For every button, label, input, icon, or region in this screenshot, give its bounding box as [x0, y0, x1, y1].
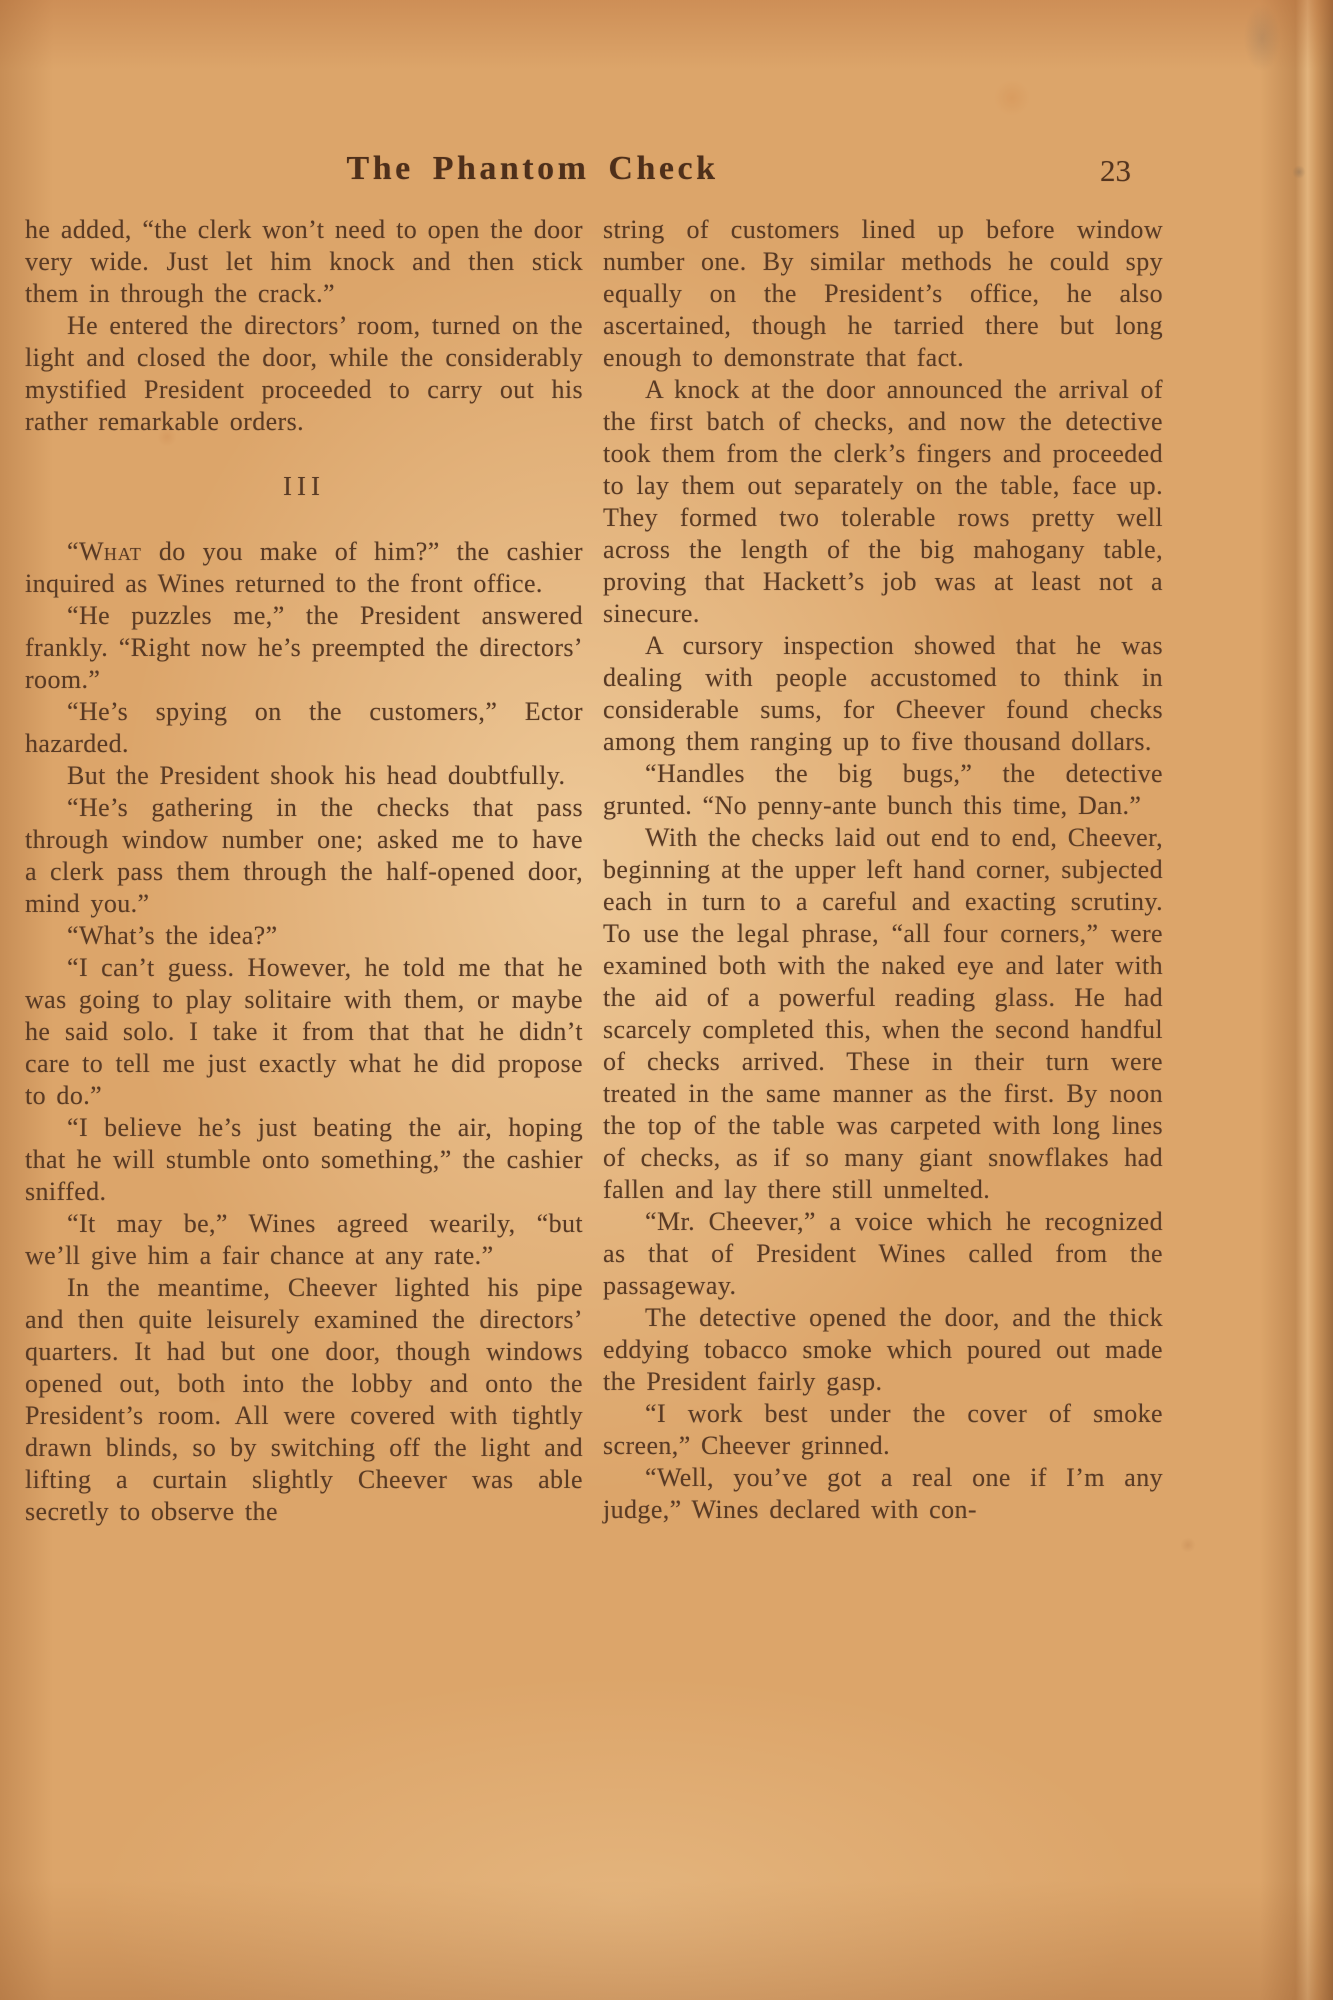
- paragraph: [25, 792, 583, 920]
- paragraph-text: “W: [67, 537, 104, 566]
- paragraph: [25, 310, 583, 438]
- paragraph: [25, 760, 583, 792]
- paragraph-text: “It may be,” Wines agreed wearily, “but we’ll give him a fair chance at any rate.”: [25, 1209, 583, 1270]
- paragraph-text: “Mr. Cheever,” a voice which he recognized as that of President Wines called from the passageway.: [603, 1207, 1163, 1300]
- paragraph-text: With the checks laid out end to end, Cheever, beginning at the upper left hand corner, subjected each in turn to a careful and exacting scrutiny. To use the legal phrase, “all four corners,” were examined both with the naked eye and later with the aid of a powerful reading glass. He had scarcely completed this, when the second handful of checks arrived. These in their turn were treated in the same manner as the first. By noon the top of the table was carpeted with long lines of checks, as if so many giant snowflakes had fallen and lay there still unmelted.: [603, 823, 1163, 1204]
- paragraph: [603, 214, 1163, 374]
- paragraph-text: He entered the directors’ room, turned on the light and closed the door, while the considerably mystified President proceeded to carry out his rather remarkable orders.: [25, 311, 583, 436]
- left-column: [25, 214, 583, 1528]
- paragraph-text: A knock at the door announced the arrival of the first batch of checks, and now the detective took them from the clerk’s fingers and proceeded to lay them out separately on the table, face up. They formed two tolerable rows pretty well across the length of the big mahogany table, proving that Hackett’s job was at least not a sinecure.: [603, 375, 1163, 628]
- paragraph-text: “He’s spying on the customers,” Ector hazarded.: [25, 697, 583, 758]
- paragraph-text: “He’s gathering in the checks that pass through window number one; asked me to have a clerk pass them through the half-opened door, mind you.”: [25, 793, 583, 918]
- paragraph-text: “Well, you’ve got a real one if I’m any judge,” Wines declared with con-: [603, 1463, 1163, 1524]
- section-heading: [25, 470, 583, 502]
- paragraph: [25, 600, 583, 696]
- paragraph-text: “I can’t guess. However, he told me that he was going to play solitaire with them, or maybe he said solo. I take it from that that he didn’t care to tell me just exactly what he did propose to do.”: [25, 953, 583, 1110]
- paragraph: [603, 1398, 1163, 1462]
- paragraph: [603, 1462, 1163, 1526]
- paragraph: [25, 1208, 583, 1272]
- paragraph-text: But the President shook his head doubtfully.: [67, 761, 566, 790]
- paragraph: [25, 696, 583, 760]
- paragraph: [25, 214, 583, 310]
- paragraph-text: “Handles the big bugs,” the detective grunted. “No penny-ante bunch this time, Dan.”: [603, 759, 1163, 820]
- paragraph-text: The detective opened the door, and the thick eddying tobacco smoke which poured out made the President fairly gasp.: [603, 1303, 1163, 1396]
- paragraph: [603, 630, 1163, 758]
- right-column: [603, 214, 1163, 1526]
- running-title: The Phantom Check: [346, 150, 719, 187]
- paragraph-text: “I work best under the cover of smoke screen,” Cheever grinned.: [603, 1399, 1163, 1460]
- paragraph-text: A cursory inspection showed that he was dealing with people accustomed to think in considerable sums, for Cheever found checks among them ranging up to five thousand dollars.: [603, 631, 1163, 756]
- page-number: 23: [1100, 153, 1131, 188]
- smallcaps-text: hat: [103, 537, 142, 566]
- paragraph-text: do you make of him?” the cashier inquired as Wines returned to the front office.: [25, 537, 583, 598]
- paragraph-text: “He puzzles me,” the President answered frankly. “Right now he’s preempted the directors’ room.”: [25, 601, 583, 694]
- paragraph: [603, 758, 1163, 822]
- paragraph: [603, 1302, 1163, 1398]
- paragraph-text: “What’s the idea?”: [67, 921, 278, 950]
- paragraph: [603, 1206, 1163, 1302]
- paragraph: [25, 1112, 583, 1208]
- paragraph-text: “I believe he’s just beating the air, hoping that he will stumble onto something,” the cashier sniffed.: [25, 1113, 583, 1206]
- paragraph: [603, 374, 1163, 630]
- paragraph-text: In the meantime, Cheever lighted his pipe and then quite leisurely examined the directors’ quarters. It had but one door, though windows opened out, both into the lobby and onto the President’s room. All were covered with tightly drawn blinds, so by switching off the light and lifting a curtain slightly Cheever was able secretly to observe the: [25, 1273, 583, 1526]
- paragraph: [25, 536, 583, 600]
- paragraph-text: III: [283, 471, 325, 501]
- paragraph-text: he added, “the clerk won’t need to open the door very wide. Just let him knock and then stick them in through the crack.”: [25, 215, 583, 308]
- paragraph-text: string of customers lined up before window number one. By similar methods he could spy equally on the President’s office, he also ascertained, though he tarried there but long enough to demonstrate that fact.: [603, 215, 1163, 372]
- paragraph: [25, 952, 583, 1112]
- paragraph: [25, 1272, 583, 1528]
- paragraph: [25, 920, 583, 952]
- paragraph: [603, 822, 1163, 1206]
